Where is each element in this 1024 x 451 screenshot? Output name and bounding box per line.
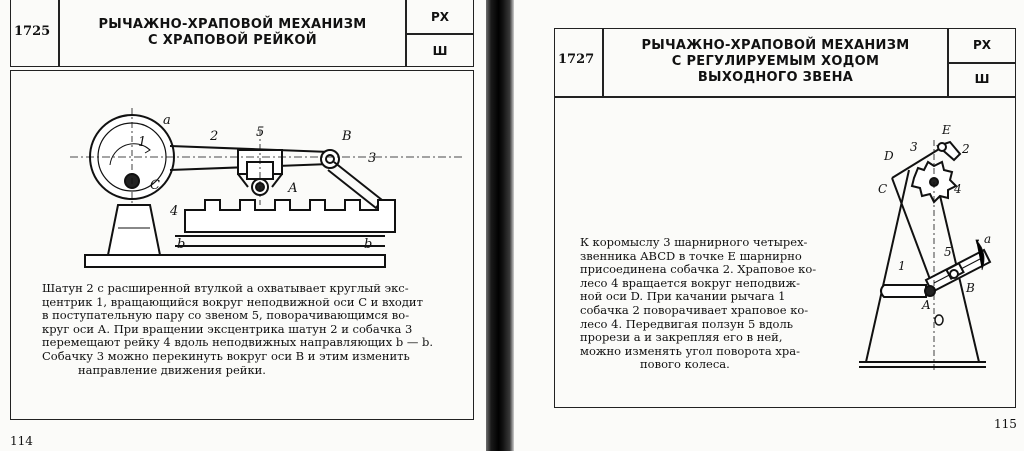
description-line: присоединена собачка 2. Храповое ко-	[580, 262, 817, 277]
label-1: 1	[898, 259, 906, 273]
label-3: 3	[910, 140, 918, 154]
description-line: ной оси D. При качании рычага 1	[580, 289, 786, 304]
label-b-right: b	[364, 237, 373, 252]
description	[42, 282, 457, 377]
description-line: собачка 2 поворачивает храповое ко-	[580, 302, 809, 317]
tag-sh: Ш	[974, 72, 990, 86]
tag-rx: РХ	[430, 10, 450, 24]
ratchet-rack-mechanism-drawing	[0, 0, 486, 451]
description-line: звенника ABCD в точке E шарнирно	[580, 248, 802, 263]
description-line: центрик 1, вращающийся вокруг неподвижной оси С и входит	[42, 294, 423, 309]
description-line: прорези а и закрепляя его в ней,	[580, 330, 783, 345]
title-line-2: С РЕГУЛИРУЕМЫМ ХОДОМ	[671, 54, 880, 69]
entry-number: 1727	[558, 52, 595, 67]
adjustable-ratchet-mechanism-drawing	[514, 0, 1024, 451]
left-page	[0, 0, 486, 451]
label-A: А	[288, 181, 298, 196]
label-D: D	[884, 149, 894, 163]
description-line: лесо 4. Передвигая ползун 5 вдоль	[580, 316, 794, 331]
page-number: 115	[994, 417, 1017, 431]
description-line: можно изменять угол поворота хра-	[580, 343, 800, 358]
label-a: а	[163, 113, 171, 128]
tag-sh: Ш	[432, 44, 448, 58]
description-line: Собачку 3 можно перекинуть вокруг оси В и этим изменить	[42, 348, 410, 363]
title-line-2: С ХРАПОВОЙ РЕЙКОЙ	[148, 33, 317, 48]
entry-number: 1725	[14, 24, 51, 39]
label-2: 2	[962, 142, 970, 156]
label-4: 4	[954, 182, 962, 196]
label-5: 5	[256, 125, 265, 140]
tag-rx: РХ	[972, 38, 992, 52]
label-b-left: b	[177, 237, 186, 252]
label-5: 5	[944, 245, 952, 259]
description-line: К коромыслу 3 шарнирного четырех-	[580, 235, 808, 249]
description-line: направление движения рейки.	[78, 362, 266, 377]
description-line: круг оси А. При вращении эксцентрика шатун 2 и собачка 3	[42, 321, 413, 336]
label-C: C	[878, 182, 888, 196]
description-line: перемещают рейку 4 вдоль неподвижных направляющих b — b.	[42, 335, 434, 350]
label-4: 4	[170, 204, 179, 219]
description-line: пового колеса.	[640, 357, 730, 372]
description-line: в поступательную пару со звеном 5, поворачивающимся во-	[42, 308, 410, 323]
description-line: лесо 4 вращается вокруг неподвиж-	[580, 275, 800, 290]
description-line: Шатун 2 с расширенной втулкой а охватывает круглый экс-	[42, 281, 409, 295]
label-a: a	[984, 232, 992, 246]
label-A: A	[922, 298, 931, 312]
right-page	[514, 0, 1024, 451]
label-3: 3	[368, 151, 377, 166]
book-spine	[486, 0, 514, 451]
title-line-1: РЫЧАЖНО-ХРАПОВОЙ МЕХАНИЗМ	[98, 17, 367, 32]
title-line-3: ВЫХОДНОГО ЗВЕНА	[697, 70, 854, 85]
label-1: 1	[138, 135, 147, 150]
label-E: E	[942, 123, 951, 137]
label-B: B	[966, 281, 975, 295]
label-C: С	[150, 178, 160, 193]
page-number: 114	[10, 434, 33, 448]
title-line-1: РЫЧАЖНО-ХРАПОВОЙ МЕХАНИЗМ	[641, 38, 910, 53]
label-2: 2	[210, 129, 219, 144]
label-B: В	[342, 129, 352, 144]
